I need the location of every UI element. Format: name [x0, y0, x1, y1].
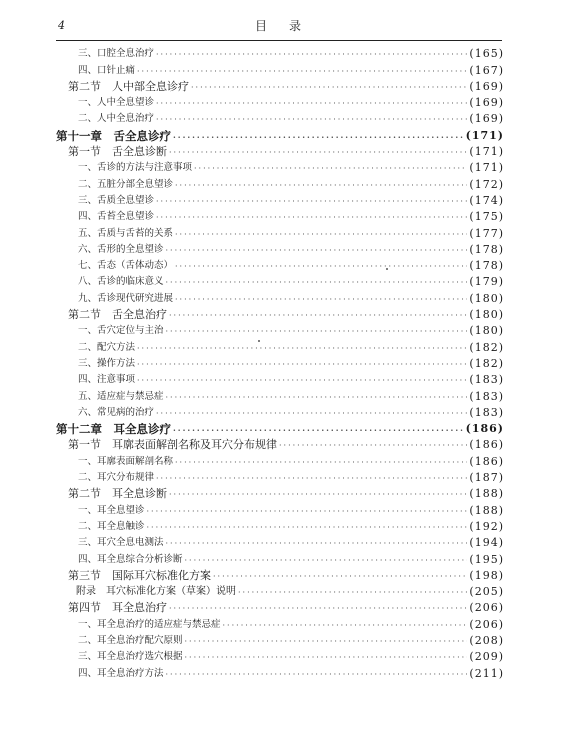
print-speck [386, 268, 388, 270]
toc-entry-page: (180) [469, 308, 504, 322]
dot-leader [175, 260, 467, 274]
toc-entry-label: 八、舌诊的临床意义 [78, 276, 164, 288]
toc-entry-item [56, 519, 504, 535]
toc-entry-item [56, 258, 504, 274]
toc-entry-label: 第一节 舌全息诊断 [68, 145, 167, 159]
page-header [58, 17, 498, 39]
dot-leader [137, 65, 467, 79]
toc-entry-page: (194) [469, 536, 504, 550]
toc-entry-item [56, 274, 504, 290]
toc-entry-item [56, 356, 504, 372]
toc-entry-item [56, 372, 504, 388]
dot-leader [147, 505, 468, 519]
toc-entry-label: 二、人中全息治疗 [78, 113, 155, 125]
toc-entry-page: (186) [465, 422, 504, 436]
toc-entry-page: (192) [469, 519, 504, 533]
toc-entry-page: (169) [469, 79, 504, 93]
toc-entry-page: (206) [469, 617, 504, 631]
toc-entry-label: 一、人中全息望诊 [78, 97, 155, 109]
toc-entry-item [56, 633, 504, 649]
toc-entry-label: 四、口针止痛 [78, 64, 136, 76]
toc-entry-label: 附录 耳穴标准化方案（草案）说明 [76, 586, 236, 598]
toc-entry-page: (169) [469, 96, 504, 110]
toc-entry-page: (171) [469, 161, 504, 175]
toc-entry-item [56, 225, 504, 241]
toc-entry-item [56, 176, 504, 192]
toc-entry-item [56, 665, 504, 681]
toc-entry-item [56, 339, 504, 355]
toc-entry-label: 第三节 国际耳穴标准化方案 [68, 568, 211, 582]
dot-leader [238, 586, 467, 600]
toc-entry-label: 四、耳全息综合分析诊断 [78, 553, 183, 565]
dot-leader [194, 162, 467, 176]
toc-entry-item [56, 323, 504, 339]
toc-entry-label: 九、舌诊现代研究进展 [78, 292, 174, 304]
toc-entry-page: (169) [469, 112, 504, 126]
toc-entry-appendix [56, 584, 504, 600]
toc-entry-label: 一、舌诊的方法与注意事项 [78, 162, 193, 174]
toc-entry-label: 五、舌质与舌苔的关系 [78, 227, 174, 239]
toc-entry-page: (182) [469, 340, 504, 354]
toc-entry-page: (195) [469, 552, 504, 566]
toc-entry-chapter [56, 127, 504, 143]
header-divider [56, 40, 502, 41]
toc-entry-label: 六、常见病的治疗 [78, 406, 155, 418]
toc-entry-label: 三、操作方法 [78, 357, 136, 369]
toc-entry-label: 一、耳廓表面解剖名称 [78, 455, 174, 467]
toc-entry-section [56, 144, 504, 160]
toc-entry-label: 第四节 耳全息治疗 [68, 601, 167, 615]
print-speck [258, 340, 260, 342]
toc-entry-page: (178) [469, 259, 504, 273]
toc-entry-label: 二、配穴方法 [78, 341, 136, 353]
toc-entry-label: 三、耳全息治疗选穴根据 [78, 651, 183, 663]
dot-leader [169, 602, 467, 616]
dot-leader [169, 488, 467, 502]
toc-entry-item [56, 470, 504, 486]
dot-leader [156, 472, 467, 486]
toc-entry-label: 第二节 人中部全息诊疗 [68, 79, 189, 93]
toc-entry-label: 二、耳全息治疗配穴原则 [78, 634, 183, 646]
toc-entry-page: (183) [469, 389, 504, 403]
toc-entry-label: 七、舌态（舌体动态） [78, 260, 174, 272]
table-of-contents [56, 46, 504, 682]
dot-leader [137, 374, 467, 388]
dot-leader [156, 211, 467, 225]
toc-entry-label: 一、耳全息望诊 [78, 504, 145, 516]
toc-entry-page: (180) [469, 291, 504, 305]
dot-leader [169, 309, 467, 323]
toc-entry-page: (174) [469, 193, 504, 207]
toc-entry-label: 三、口腔全息治疗 [78, 48, 155, 60]
toc-entry-item [56, 388, 504, 404]
dot-leader [166, 391, 468, 405]
toc-entry-page: (179) [469, 275, 504, 289]
dot-leader [137, 342, 467, 356]
dot-leader [175, 228, 467, 242]
toc-entry-label: 四、耳全息治疗方法 [78, 667, 164, 679]
toc-entry-section [56, 307, 504, 323]
dot-leader [166, 325, 468, 339]
toc-entry-label: 五、适应症与禁忌症 [78, 390, 164, 402]
dot-leader [156, 407, 467, 421]
dot-leader [137, 358, 467, 372]
toc-entry-item [56, 535, 504, 551]
dot-leader [173, 130, 464, 144]
toc-entry-item [56, 649, 504, 665]
toc-entry-page: (178) [469, 242, 504, 256]
dot-leader [185, 651, 468, 665]
dot-leader [156, 97, 467, 111]
toc-entry-page: (183) [469, 373, 504, 387]
toc-entry-label: 第十二章 耳全息诊疗 [56, 422, 171, 437]
toc-entry-item [56, 616, 504, 632]
toc-entry-section [56, 600, 504, 616]
toc-entry-label: 三、耳穴全息电测法 [78, 537, 164, 549]
dot-leader [166, 244, 468, 258]
toc-entry-page: (186) [469, 454, 504, 468]
toc-entry-item [56, 453, 504, 469]
dot-leader [191, 81, 467, 95]
toc-entry-section [56, 486, 504, 502]
toc-entry-label: 二、耳穴分布规律 [78, 472, 155, 484]
toc-entry-label: 第十一章 舌全息诊疗 [56, 128, 171, 143]
toc-entry-page: (172) [469, 177, 504, 191]
toc-entry-item [56, 95, 504, 111]
toc-entry-page: (206) [469, 601, 504, 615]
toc-entry-page: (198) [469, 568, 504, 582]
toc-entry-page: (188) [469, 503, 504, 517]
toc-entry-label: 第一节 耳廓表面解剖名称及耳穴分布规律 [68, 438, 277, 452]
toc-entry-item [56, 111, 504, 127]
page-number: 4 [58, 19, 65, 32]
dot-leader [166, 276, 468, 290]
toc-entry-page: (186) [469, 438, 504, 452]
dot-leader [173, 423, 464, 437]
dot-leader [156, 195, 467, 209]
toc-entry-item [56, 160, 504, 176]
toc-entry-label: 一、舌穴定位与主治 [78, 325, 164, 337]
dot-leader [223, 619, 468, 633]
dot-leader [175, 179, 467, 193]
dot-leader [175, 293, 467, 307]
toc-entry-page: (205) [469, 585, 504, 599]
toc-entry-label: 二、耳全息触诊 [78, 520, 145, 532]
toc-entry-item [56, 193, 504, 209]
dot-leader [213, 570, 467, 584]
toc-entry-label: 二、五脏分部全息望诊 [78, 178, 174, 190]
toc-entry-item [56, 209, 504, 225]
toc-entry-page: (211) [469, 666, 504, 680]
toc-entry-page: (208) [469, 633, 504, 647]
toc-entry-page: (177) [469, 226, 504, 240]
toc-entry-page: (183) [469, 405, 504, 419]
toc-entry-page: (175) [469, 210, 504, 224]
toc-entry-section [56, 79, 504, 95]
toc-entry-label: 四、注意事项 [78, 374, 136, 386]
dot-leader [175, 456, 467, 470]
toc-entry-label: 三、舌质全息望诊 [78, 194, 155, 206]
dot-leader [147, 521, 468, 535]
page-title: 目录 [254, 19, 323, 33]
dot-leader [169, 146, 467, 160]
toc-entry-page: (171) [465, 128, 504, 142]
toc-entry-item [56, 46, 504, 62]
toc-entry-page: (209) [469, 650, 504, 664]
toc-entry-label: 六、舌形的全息望诊 [78, 243, 164, 255]
toc-entry-item [56, 242, 504, 258]
toc-entry-page: (187) [469, 471, 504, 485]
toc-entry-label: 第二节 舌全息治疗 [68, 308, 167, 322]
toc-entry-page: (180) [469, 324, 504, 338]
toc-entry-page: (182) [469, 356, 504, 370]
toc-entry-page: (188) [469, 487, 504, 501]
toc-entry-label: 第二节 耳全息诊断 [68, 487, 167, 501]
dot-leader [185, 554, 468, 568]
dot-leader [185, 635, 468, 649]
dot-leader [279, 439, 467, 453]
toc-entry-label: 四、舌苔全息望诊 [78, 211, 155, 223]
dot-leader [166, 537, 468, 551]
dot-leader [156, 48, 467, 62]
toc-entry-page: (171) [469, 145, 504, 159]
toc-entry-item [56, 551, 504, 567]
dot-leader [156, 113, 467, 127]
toc-entry-item [56, 405, 504, 421]
toc-entry-label: 一、耳全息治疗的适应症与禁忌症 [78, 618, 221, 630]
toc-entry-page: (167) [469, 63, 504, 77]
toc-entry-item [56, 290, 504, 306]
toc-entry-section [56, 437, 504, 453]
toc-entry-section [56, 568, 504, 584]
toc-entry-item [56, 62, 504, 78]
toc-entry-item [56, 502, 504, 518]
toc-entry-chapter [56, 421, 504, 437]
toc-entry-page: (165) [469, 47, 504, 61]
dot-leader [166, 668, 468, 682]
